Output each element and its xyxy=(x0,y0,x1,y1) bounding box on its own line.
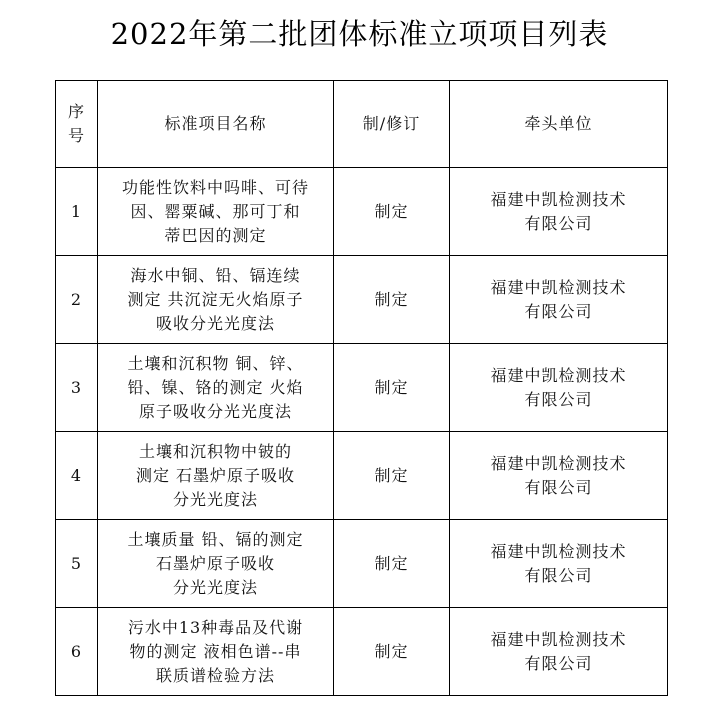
row-lead-unit xyxy=(450,344,668,432)
table-row xyxy=(56,432,668,520)
standard-name-line: 分光光度法 xyxy=(172,577,258,597)
header-index-line: 序 xyxy=(67,102,85,121)
row-standard-name xyxy=(98,608,334,696)
lead-unit-line: 福建中凯检测技术 xyxy=(490,277,627,297)
standard-name-line: 土壤质量 铅、镉的测定 xyxy=(127,529,304,549)
standard-name-line: 联质谱检验方法 xyxy=(155,665,275,685)
row-standard-name xyxy=(98,520,334,608)
row-type: 制定 xyxy=(334,432,450,520)
header-unit: 牵头单位 xyxy=(450,81,668,168)
standard-name-line: 测定 石墨炉原子吸收 xyxy=(135,465,296,485)
table-row xyxy=(56,608,668,696)
lead-unit-line: 福建中凯检测技术 xyxy=(490,189,627,209)
standard-name-line: 因、罂粟碱、那可丁和 xyxy=(130,201,301,221)
standard-name-line: 土壤和沉积物 铜、锌、 xyxy=(127,353,304,373)
row-index: 4 xyxy=(56,432,98,520)
lead-unit-line: 福建中凯检测技术 xyxy=(490,453,627,473)
lead-unit-line: 有限公司 xyxy=(524,301,593,321)
row-lead-unit xyxy=(450,520,668,608)
row-standard-name xyxy=(98,168,334,256)
standard-name-line: 铅、镍、铬的测定 火焰 xyxy=(127,377,304,397)
table-header-row xyxy=(56,81,668,168)
row-type: 制定 xyxy=(334,608,450,696)
table-row xyxy=(56,256,668,344)
standard-name-line: 蒂巴因的测定 xyxy=(164,225,267,245)
lead-unit-line: 福建中凯检测技术 xyxy=(490,365,627,385)
row-lead-unit xyxy=(450,168,668,256)
standard-name-line: 海水中铜、铅、镉连续 xyxy=(130,265,301,285)
row-standard-name xyxy=(98,256,334,344)
row-index: 2 xyxy=(56,256,98,344)
row-index: 1 xyxy=(56,168,98,256)
row-index: 6 xyxy=(56,608,98,696)
row-type: 制定 xyxy=(334,520,450,608)
standards-table xyxy=(55,80,668,696)
row-lead-unit xyxy=(450,256,668,344)
lead-unit-line: 有限公司 xyxy=(524,213,593,233)
row-type: 制定 xyxy=(334,344,450,432)
lead-unit-line: 福建中凯检测技术 xyxy=(490,541,627,561)
row-lead-unit xyxy=(450,432,668,520)
row-type: 制定 xyxy=(334,168,450,256)
standard-name-line: 污水中13种毒品及代谢 xyxy=(127,617,304,637)
row-standard-name xyxy=(98,344,334,432)
header-name: 标准项目名称 xyxy=(98,81,334,168)
standard-name-line: 土壤和沉积物中铍的 xyxy=(138,441,292,461)
row-type: 制定 xyxy=(334,256,450,344)
header-index xyxy=(56,81,98,168)
standard-name-line: 分光光度法 xyxy=(172,489,258,509)
standard-name-line: 测定 共沉淀无火焰原子 xyxy=(127,289,304,309)
page-title: 2022年第二批团体标准立项项目列表 xyxy=(110,17,609,51)
standard-name-line: 原子吸收分光光度法 xyxy=(138,401,292,421)
row-index: 5 xyxy=(56,520,98,608)
lead-unit-line: 福建中凯检测技术 xyxy=(490,629,627,649)
table-row xyxy=(56,520,668,608)
row-standard-name xyxy=(98,432,334,520)
standard-name-line: 吸收分光光度法 xyxy=(155,313,275,333)
standard-name-line: 功能性饮料中吗啡、可待 xyxy=(121,177,309,197)
standard-name-line: 物的测定 液相色谱--串 xyxy=(129,641,302,661)
lead-unit-line: 有限公司 xyxy=(524,565,593,585)
table-row xyxy=(56,168,668,256)
lead-unit-line: 有限公司 xyxy=(524,477,593,497)
table-row xyxy=(56,344,668,432)
row-lead-unit xyxy=(450,608,668,696)
standard-name-line: 石墨炉原子吸收 xyxy=(155,553,275,573)
lead-unit-line: 有限公司 xyxy=(524,389,593,409)
lead-unit-line: 有限公司 xyxy=(524,653,593,673)
header-type: 制/修订 xyxy=(334,81,450,168)
row-index: 3 xyxy=(56,344,98,432)
header-index-line: 号 xyxy=(67,126,85,145)
